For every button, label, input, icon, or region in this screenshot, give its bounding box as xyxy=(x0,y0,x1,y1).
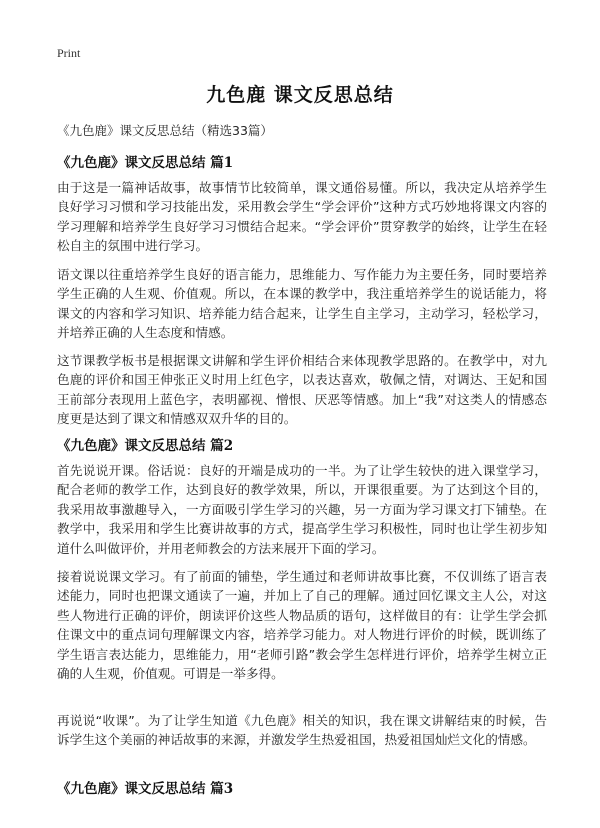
section-1-paragraph-3: 这节课教学板书是根据课文讲解和学生评价相结合来体现教学思路的。在教学中，对九色鹿的评价和国王伸张正义时用上红色字，以表达喜欢，敬佩之情，对调达、王妃和国王前部分表现用上蓝色字，表明鄙视、憎恨、厌恶等情感。加上“我”对这类人的情感态度更是达到了课文和情感双双升华的目的。 xyxy=(57,353,547,427)
section-heading-3: 《九色鹿》课文反思总结 篇3 xyxy=(57,781,234,797)
section-1-paragraph-1: 由于这是一篇神话故事，故事情节比较简单，课文通俗易懂。所以，我决定从培养学生良好学习习惯和学习技能出发，采用教会学生“学会评价”这种方式巧妙地将课文内容的学习理解和培养学生良好学习习惯结合起来。“学会评价”贯穿教学的始终，让学生在轻松自主的氛围中进行学习。 xyxy=(57,180,547,254)
section-heading-2: 《九色鹿》课文反思总结 篇2 xyxy=(57,438,234,454)
section-1-paragraph-2: 语文课以往重培养学生良好的语言能力，思维能力、写作能力为主要任务，同时要培养学生正确的人生观、价值观。所以，在本课的教学中，我注重培养学生的说话能力，将课文的内容和学习知识、培养能力结合起来，让学生自主学习，主动学习，轻松学习，并培养正确的人生态度和情感。 xyxy=(57,267,547,341)
section-2-paragraph-3: 再说说“收课”。为了让学生知道《九色鹿》相关的知识，我在课文讲解结束的时候，告诉学生这个美丽的神话故事的来源，并激发学生热爱祖国，热爱祖国灿烂文化的情感。 xyxy=(57,713,547,748)
page-title: 九色鹿 课文反思总结 xyxy=(206,84,394,106)
section-2-paragraph-1: 首先说说开课。俗话说：良好的开端是成功的一半。为了让学生较快的进入课堂学习，配合老师的教学工作，达到良好的教学效果，所以，开课很重要。为了达到这个目的，我采用故事激趣导入，一方面吸引学生学习的兴趣，另一方面为学习课文打下铺垫。在教学中，我采用和学生比赛讲故事的方式，提高学生学习积极性，同时也让学生初步知道什么叫做评价，并用老师教会的方法来展开下面的学习。 xyxy=(57,463,547,556)
section-2-paragraph-2: 接着说说课文学习。有了前面的铺垫，学生通过和老师讲故事比赛，不仅训练了语言表述能力，同时也把课文通读了一遍，并加上了自己的理解。通过回忆课文主人公，对这些人物进行正确的评价，朗读评价这些人物品质的语句，这样做目的有：让学生学会抓住课文中的重点词句理解课文内容，培养学习能力。对人物进行评价的时候，既训练了学生语言表达能力，思维能力，用“老师引路”教会学生怎样进行评价，培养学生树立正确的人生观，价值观。可谓是一举多得。 xyxy=(57,569,547,682)
section-heading-1: 《九色鹿》课文反思总结 篇1 xyxy=(57,155,234,171)
document-subtitle: 《九色鹿》课文反思总结（精选33篇） xyxy=(57,123,273,138)
print-link[interactable]: Print xyxy=(57,46,81,60)
